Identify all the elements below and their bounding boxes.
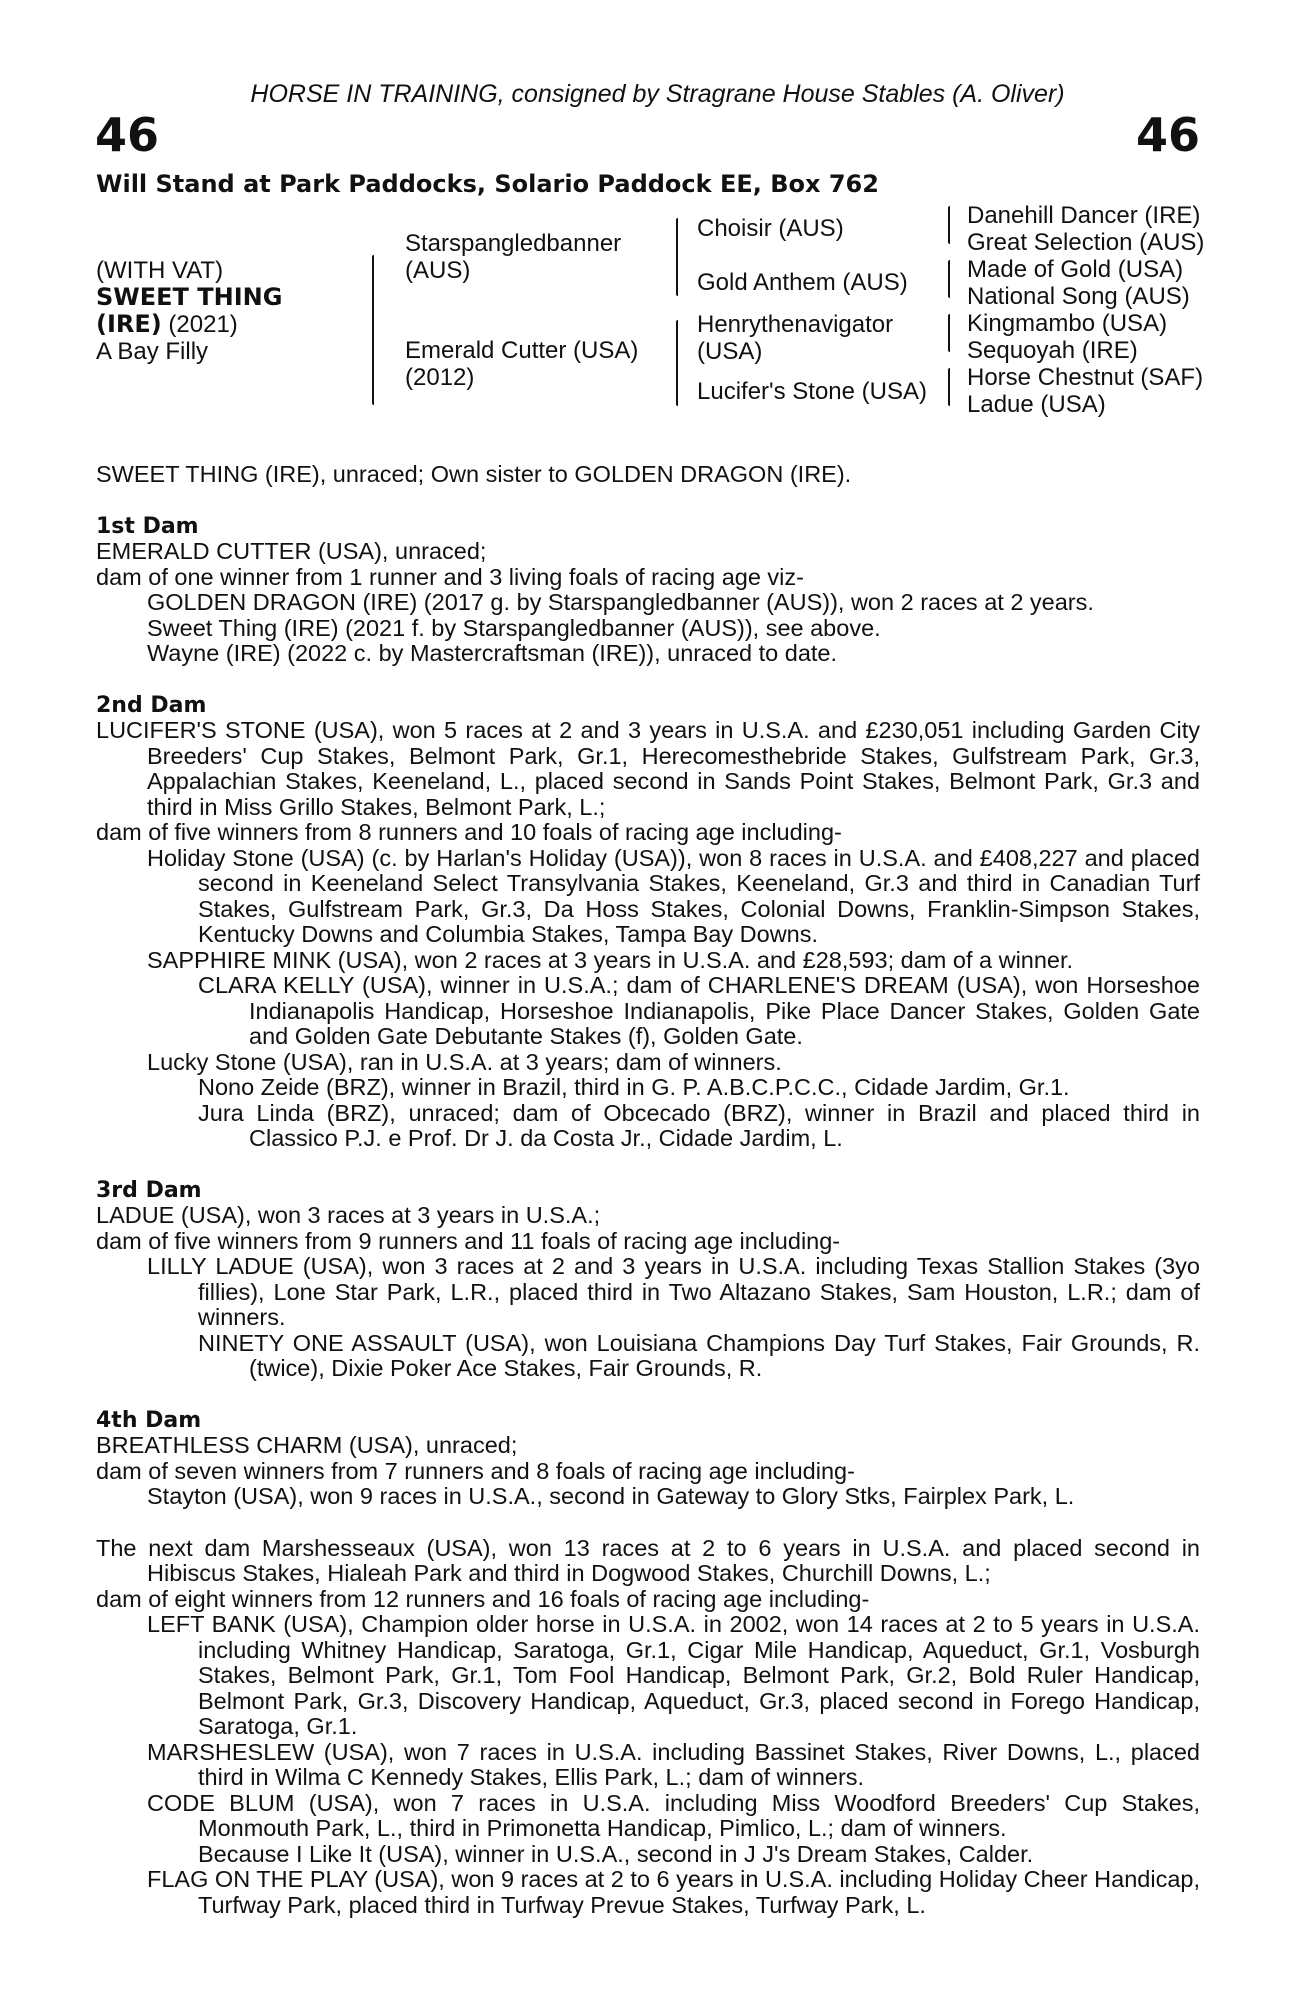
brace-2 [948, 260, 950, 298]
lot-number-right: 46 [1135, 108, 1200, 162]
ggp-6: Sequoyah (IRE) [967, 337, 1138, 364]
next-dam-produce-line: dam of eight winners from 12 runners and 16 foals of racing age including- [96, 1585, 870, 1612]
sire-dam-brace [372, 255, 374, 405]
ggp-4: National Song (AUS) [967, 283, 1190, 310]
dam-year: (2012) [405, 364, 475, 391]
third-dam-produce-line: dam of five winners from 9 runners and 11 foals of racing age including- [96, 1227, 841, 1254]
fourth-dam-record: BREATHLESS CHARM (USA), unraced; [96, 1432, 518, 1458]
fourth-dam-section [96, 1408, 1200, 1510]
second-dam-heading: 2nd Dam [96, 692, 207, 718]
produce-entry: CODE BLUM (USA), won 7 races in U.S.A. including Miss Woodford Breeders' Cup Stakes, Monmouth Park, L., third in Primonetta Handicap, Pimlico, L.; dam of winners. [147, 1789, 1200, 1841]
produce-entry: CLARA KELLY (USA), winner in U.S.A.; dam of CHARLENE'S DREAM (USA), won Horseshoe Indianapolis Handicap, Horseshoe Indianapolis, Pike Place Dancer Stakes, Golden Gate and Golden Gate Debutante Stakes (f), Golden Gate. [198, 972, 1200, 1049]
intro-line: SWEET THING (IRE), unraced; Own sister to GOLDEN DRAGON (IRE). [96, 461, 852, 487]
sire-dam: Gold Anthem (AUS) [697, 269, 908, 296]
horse-origin-year: (IRE) (2021) [96, 310, 238, 338]
first-dam-produce-line: dam of one winner from 1 runner and 3 living foals of racing age viz- [96, 563, 804, 590]
produce-entry: SAPPHIRE MINK (USA), won 2 races at 3 years in U.S.A. and £28,593; dam of a winner. [147, 946, 1074, 973]
horse-name: SWEET THING [96, 283, 283, 311]
next-dam-record: The next dam Marshesseaux (USA), won 13 races at 2 to 6 years in U.S.A. and placed second in Hibiscus Stakes, Hialeah Park and third in Dogwood Stakes, Churchill Downs, L.; [96, 1534, 1200, 1586]
produce-entry: Holiday Stone (USA) (c. by Harlan's Holiday (USA)), won 8 races in U.S.A. and £408,227 and placed second in Keeneland Select Transylvania Stakes, Keeneland, Gr.3 and third in Canadian Turf Stakes, Gulfstream Park, Gr.3, Da Hoss Stakes, Colonial Downs, Franklin-Simpson Stakes, Kentucky Downs and Columbia Stakes, Tampa Bay Downs. [147, 844, 1200, 947]
dam-dam: Lucifer's Stone (USA) [697, 378, 928, 405]
produce-entry: Because I Like It (USA), winner in U.S.A., second in J J's Dream Stakes, Calder. [198, 1840, 1034, 1867]
ggp-2: Great Selection (AUS) [967, 229, 1205, 256]
sire-sire: Choisir (AUS) [697, 215, 844, 242]
produce-entry: FLAG ON THE PLAY (USA), won 9 races at 2 to 6 years in U.S.A. including Holiday Cheer Handicap, Turfway Park, placed third in Turfway Prevue Stakes, Turfway Park, L. [147, 1866, 1200, 1918]
brace-4 [948, 368, 950, 406]
ggp-3: Made of Gold (USA) [967, 256, 1184, 283]
produce-entry: MARSHESLEW (USA), won 7 races in U.S.A. including Bassinet Stakes, River Downs, L., placed third in Wilma C Kennedy Stakes, Ellis Park, L.; dam of winners. [147, 1738, 1200, 1790]
second-dam-section [96, 693, 1200, 1152]
fourth-dam-produce-line: dam of seven winners from 7 runners and 8 foals of racing age including- [96, 1457, 855, 1484]
ggp-1: Danehill Dancer (IRE) [967, 202, 1201, 229]
ggp-5: Kingmambo (USA) [967, 310, 1168, 337]
consignment-line: HORSE IN TRAINING, consigned by Stragrane House Stables (A. Oliver) [250, 80, 1065, 108]
produce-entry: Sweet Thing (IRE) (2021 f. by Starspangledbanner (AUS)), see above. [147, 614, 881, 641]
dam-name: Emerald Cutter (USA) [405, 337, 639, 364]
produce-entry: LEFT BANK (USA), Champion older horse in U.S.A. in 2002, won 14 races at 2 to 5 years in U.S.A. including Whitney Handicap, Saratoga, Gr.1, Cigar Mile Handicap, Aqueduct, Gr.1, Vosburgh Stakes, Belmont Park, Gr.1, Tom Fool Handicap, Belmont Park, Gr.2, Bold Ruler Handicap, Belmont Park, Gr.3, Discovery Handicap, Aqueduct, Gr.3, placed second in Forego Handicap, Saratoga, Gr.1. [147, 1611, 1200, 1739]
first-dam-line: EMERALD CUTTER (USA), unraced; [96, 538, 487, 564]
brace-3 [948, 314, 950, 352]
first-dam-heading: 1st Dam [96, 513, 199, 539]
dam-sire-name: Henrythenavigator [697, 311, 894, 338]
produce-entry: LILLY LADUE (USA), won 3 races at 2 and 3 years in U.S.A. including Texas Stallion Stakes (3yo fillies), Lone Star Park, L.R., placed third in Two Altazano Stakes, Sam Houston, L.R.; dam of winners. [147, 1253, 1200, 1330]
sire-origin: (AUS) [405, 257, 471, 284]
catalogue-body [96, 462, 1200, 1918]
sire-name: Starspangledbanner [405, 230, 622, 257]
ggp-8: Ladue (USA) [967, 391, 1106, 418]
brace-1 [948, 206, 950, 244]
ggp-7: Horse Chestnut (SAF) [967, 364, 1204, 391]
third-dam-heading: 3rd Dam [96, 1177, 202, 1203]
produce-entry: NINETY ONE ASSAULT (USA), won Louisiana Champions Day Turf Stakes, Fair Grounds, R. (twice), Dixie Poker Ace Stakes, Fair Grounds, R. [198, 1329, 1200, 1381]
lot-number-left: 46 [95, 108, 160, 162]
fourth-dam-heading: 4th Dam [96, 1407, 202, 1433]
first-dam-section [96, 514, 1200, 667]
sire-parents-brace [676, 218, 678, 296]
third-dam-section [96, 1178, 1200, 1382]
second-dam-record: LUCIFER'S STONE (USA), won 5 races at 2 and 3 years in U.S.A. and £230,051 including Garden City Breeders' Cup Stakes, Belmont Park, Gr.1, Herecomesthebride Stakes, Gulfstream Park, Gr.3, Appalachian Stakes, Keeneland, L., placed second in Sands Point Stakes, Belmont Park, Gr.3 and third in Miss Grillo Stakes, Belmont Park, L.; [96, 717, 1200, 820]
produce-entry: Jura Linda (BRZ), unraced; dam of Obcecado (BRZ), winner in Brazil and placed third in Classico P.J. e Prof. Dr J. da Costa Jr., Cidade Jardim, L. [198, 1099, 1200, 1151]
dam-parents-brace [676, 320, 678, 406]
produce-entry: Lucky Stone (USA), ran in U.S.A. at 3 years; dam of winners. [147, 1048, 782, 1075]
third-dam-record: LADUE (USA), won 3 races at 3 years in U.S.A.; [96, 1202, 601, 1228]
horse-description: A Bay Filly [96, 338, 209, 365]
produce-entry: Stayton (USA), won 9 races in U.S.A., second in Gateway to Glory Stks, Fairplex Park, L. [147, 1483, 1075, 1509]
dam-sire-origin: (USA) [697, 338, 763, 365]
produce-entry: GOLDEN DRAGON (IRE) (2017 g. by Starspangledbanner (AUS)), won 2 races at 2 years. [147, 589, 1094, 615]
second-dam-produce-line: dam of five winners from 8 runners and 10 foals of racing age including- [96, 819, 842, 845]
vat-label: (WITH VAT) [96, 257, 224, 284]
produce-entry: Nono Zeide (BRZ), winner in Brazil, third in G. P. A.B.C.P.C.C., Cidade Jardim, Gr.1. [198, 1074, 1070, 1100]
next-dam-section [96, 1536, 1200, 1919]
produce-entry: Wayne (IRE) (2022 c. by Mastercraftsman (IRE)), unraced to date. [147, 640, 838, 666]
stand-location: Will Stand at Park Paddocks, Solario Paddock EE, Box 762 [96, 170, 879, 198]
